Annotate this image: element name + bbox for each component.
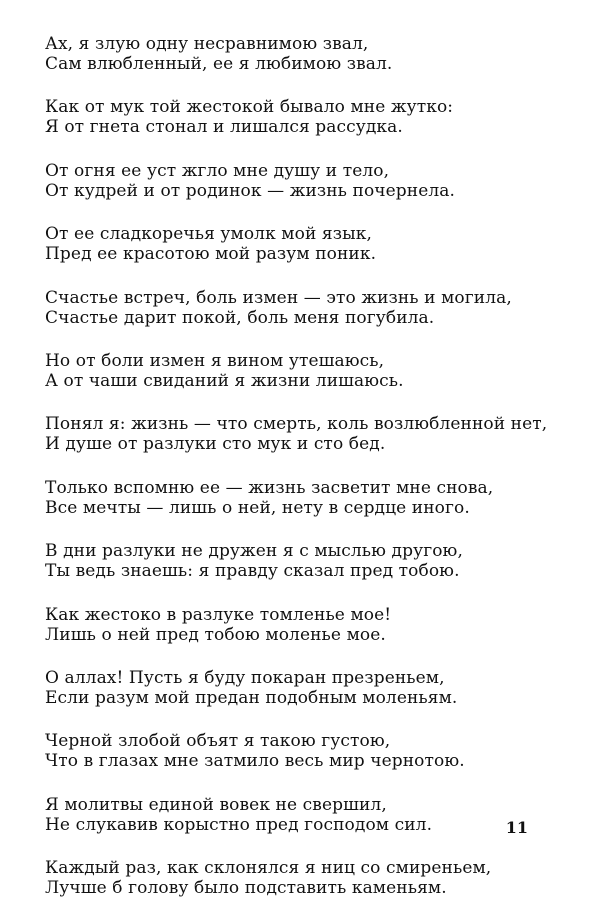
stanza (45, 858, 565, 898)
poem-line: Каждый раз, как склонялся я ниц со смиреньем, (45, 858, 492, 879)
poem-line: И душе от разлуки сто мук и сто бед. (45, 434, 386, 455)
poem-line: Счастье дарит покой, боль меня погубила. (45, 307, 435, 328)
page-number: 11 (505, 818, 528, 837)
poem-line: От кудрей и от родинок — жизнь почернела. (45, 180, 456, 201)
stanza (45, 97, 565, 137)
poem-line: Все мечты — лишь о ней, нету в сердце иного. (45, 497, 470, 518)
poem-line: Как жестоко в разлуке томленье мое! (45, 604, 392, 625)
poem-line: О аллах! Пусть я буду покаран презреньем, (45, 667, 445, 688)
poem-line: Ты ведь знаешь: я правду сказал пред тобою. (45, 561, 460, 582)
poem-line: Лучше б голову было подставить каменьям. (45, 878, 447, 899)
poem-line: Что в глазах мне затмило весь мир чернотою. (45, 751, 465, 772)
poem-line: Я от гнета стонал и лишался рассудка. (45, 117, 403, 138)
stanza (45, 478, 565, 518)
stanza (45, 731, 565, 771)
poem-line: Лишь о ней пред тобою моленье мое. (45, 624, 386, 645)
stanza (45, 541, 565, 581)
poem (45, 34, 565, 921)
poem-line: Как от мук той жестокой бывало мне жутко: (45, 97, 454, 118)
poem-line: Ах, я злую одну несравнимою звал, (45, 34, 369, 54)
poem-line: А от чаши свиданий я жизни лишаюсь. (45, 370, 404, 391)
poem-line: Сам влюбленный, ее я любимою звал. (45, 54, 393, 74)
stanza (45, 414, 565, 454)
stanza (45, 34, 565, 74)
poem-line: Но от боли измен я вином утешаюсь, (45, 350, 385, 371)
stanza (45, 161, 565, 201)
stanza (45, 351, 565, 391)
poem-line: От ее сладкоречья умолк мой язык, (45, 224, 372, 245)
poem-line: Если разум мой предан подобным моленьям. (45, 687, 458, 708)
poem-line: Счастье встреч, боль измен — это жизнь и могила, (45, 287, 512, 308)
poem-line: Не слукавив корыстно пред господом сил. (45, 814, 433, 835)
poem-line: Только вспомню ее — жизнь засветит мне снова, (45, 477, 494, 498)
poem-line: Понял я: жизнь — что смерть, коль возлюбленной нет, (45, 414, 548, 435)
poem-line: Черной злобой объят я такою густою, (45, 731, 391, 752)
poem-line: В дни разлуки не дружен я с мыслью другою, (45, 541, 463, 562)
stanza (45, 605, 565, 645)
stanza (45, 288, 565, 328)
stanza (45, 224, 565, 264)
stanza (45, 795, 565, 835)
poem-line: Пред ее красотою мой разум поник. (45, 244, 377, 265)
poem-line: Я молитвы единой вовек не свершил, (45, 794, 387, 815)
poem-line: От огня ее уст жгло мне душу и тело, (45, 160, 390, 181)
stanza (45, 668, 565, 708)
